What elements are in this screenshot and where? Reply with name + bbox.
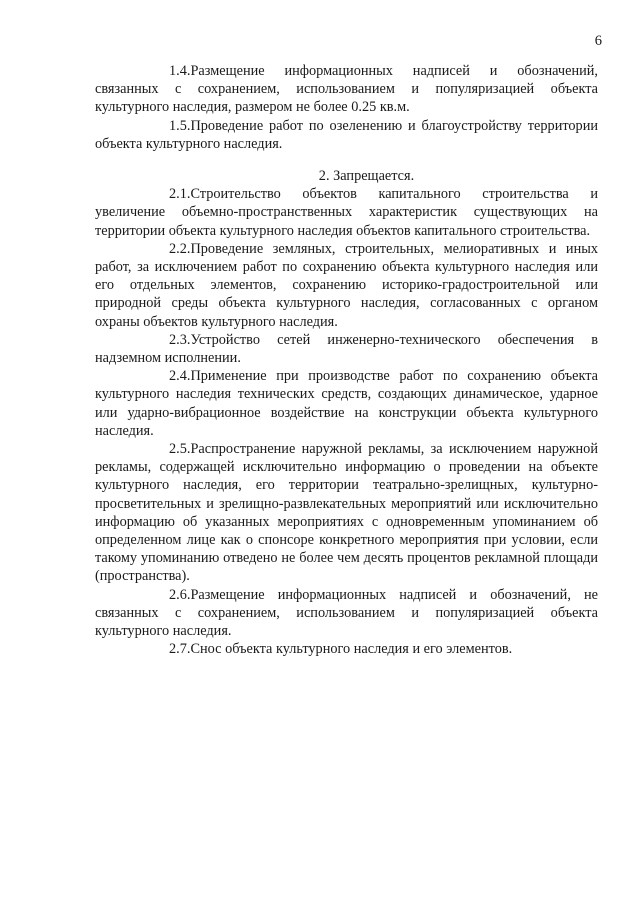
clause-2-2 — [95, 240, 598, 331]
clause-text: Снос объекта культурного наследия и его элементов. — [190, 641, 513, 658]
clause-1-5 — [95, 117, 598, 153]
clause-number: 2.2. — [169, 240, 191, 257]
clause-2-1 — [95, 185, 598, 240]
clause-text: Проведение работ по озеленению и благоустройству территории объекта культурного наследия. — [95, 117, 598, 152]
clause-number: 2.4. — [169, 368, 191, 385]
clause-number: 2.6. — [169, 586, 191, 603]
clause-number: 2.1. — [169, 186, 191, 203]
clause-text: Размещение информационных надписей и обозначений, связанных с сохранением, использованием и популяризацией объекта культурного наследия, размером не более 0.25 кв.м. — [95, 63, 598, 116]
section-2-items — [95, 185, 598, 658]
section-2-heading: 2. Запрещается. — [318, 168, 415, 185]
clause-text: Устройство сетей инженерно-технического обеспечения в надземном исполнении. — [95, 331, 598, 367]
clause-2-4 — [95, 367, 598, 440]
clause-2-7 — [95, 640, 598, 658]
clause-2-5 — [95, 440, 598, 586]
clause-number: 1.4. — [169, 63, 191, 79]
clause-1-4 — [95, 62, 598, 117]
section-1-items — [95, 62, 598, 153]
clause-number: 2.3. — [169, 331, 191, 348]
document-body — [95, 62, 598, 659]
clause-text: Применение при производстве работ по сохранению объекта культурного наследия технических средств, создающих динамическое, ударное или ударно-вибрационное воздействие на конструкции объекта культурного наследия. — [95, 368, 598, 439]
clause-2-6 — [95, 586, 598, 641]
clause-number: 2.7. — [169, 641, 191, 658]
clause-number: 1.5. — [169, 117, 191, 134]
clause-number: 2.5. — [169, 441, 191, 458]
clause-text: Распространение наружной рекламы, за исключением наружной рекламы, содержащей исключительно информацию о проведении на объекте культурного наследия, его территории театрально-зрелищных, культурно-просветительных и зрелищно-развлекательных мероприятий или исключительно информацию об указанных мероприятиях с одновременным упоминанием об определенном лице как о спонсоре конкретного мероприятия при условии, если такому упоминанию отведено не более чем десять процентов рекламной площади (пространства). — [95, 441, 598, 585]
clause-2-3 — [95, 331, 598, 367]
clause-text: Размещение информационных надписей и обозначений, не связанных с сохранением, использованием и популяризацией объекта культурного наследия. — [95, 586, 598, 640]
page-number: 6 — [594, 33, 602, 49]
clause-text: Проведение земляных, строительных, мелиоративных и иных работ, за исключением работ по сохранению объекта культурного наследия или его отдельных элементов, сохранению историко-градостроительной или природной среды объекта культурного наследия, согласованных с органом охраны объектов культурного наследия. — [95, 240, 598, 330]
clause-text: Строительство объектов капитального строительства и увеличение объемно-пространственных характеристик существующих на территории объекта культурного наследия объектов капитального строительства. — [95, 186, 598, 239]
